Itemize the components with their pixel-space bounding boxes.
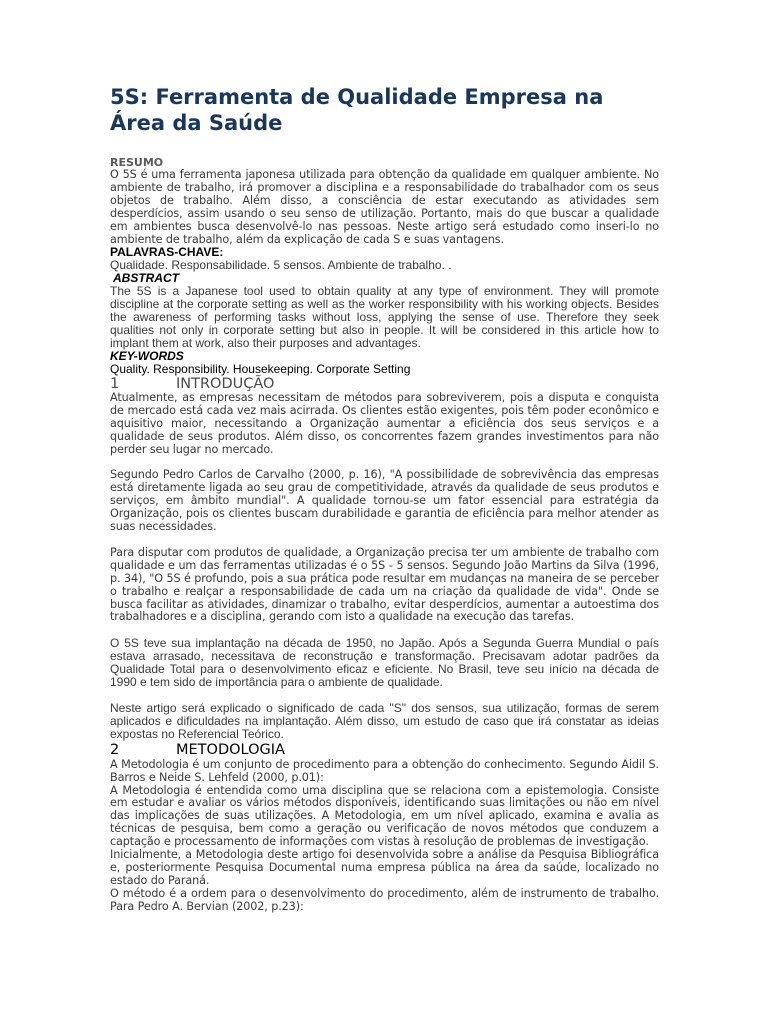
- intro-paragraph: O 5S teve sua implantação na década de 1950, no Japão. Após a Segunda Guerra Mundial o país estava arrasado, necessitava de reconstrução e transformação. Precisavam adotar padrões da Qualidade Total para o desenvolvimento eficaz e eficiente. No Brasil, teve seu início na década de 1990 e tem sido de importância para o ambiente de qualidade.: [110, 636, 659, 690]
- section-title: METODOLOGIA: [176, 741, 285, 758]
- metodologia-quote: A Metodologia é entendida como uma disciplina que se relaciona com a epistemologia. Consiste em estudar e avaliar os vários métodos disponíveis, identificando suas limitações ou não em nível das implicações de suas utilizações. A Metodologia, em um nível aplicado, examina e avalia as técnicas de pesquisa, bem como a geração ou verificação de novos métodos que conduzem a captação e processamento de informações com vistas à resolução de problemas de investigação.: [110, 783, 659, 849]
- intro-paragraph: Neste artigo será explicado o significado de cada "S" dos sensos, sua utilização, formas de serem aplicados e dificuldades na implantação. Além disso, um estudo de caso que irá constatar as ideias expostas no Referencial Teórico.: [110, 701, 659, 741]
- section-heading-metodologia: [110, 742, 659, 759]
- palavras-chave-text: Qualidade. Responsabilidade. 5 sensos. Ambiente de trabalho. .: [110, 258, 452, 273]
- section-number: 2: [110, 741, 120, 758]
- resumo-text: O 5S é uma ferramenta japonesa utilizada para obtenção da qualidade em qualquer ambiente. No ambiente de trabalho, irá promover a disciplina e a responsabilidade do trabalhador com os seus objetos de trabalho. Além disso, a consciência de estar executando as atividades sem desperdícios, assim usando o seu senso de utilização. Portanto, mais do que buscar a qualidade em ambientes busca desenvolvê-lo nas pessoas. Neste artigo será estudado como inseri-lo no ambiente de trabalho, além da explicação de cada S e suas vantagens.: [110, 168, 659, 246]
- intro-paragraph: Segundo Pedro Carlos de Carvalho (2000, p. 16), "A possibilidade de sobrevivência das empresas está diretamente ligada ao seu grau de competitividade, através da qualidade de seus produtos e serviços, em âmbito mundial". A qualidade tornou-se um fator essencial para estratégia da Organização, pois os clientes buscam durabilidade e garantia de eficiência para melhor atender as suas necessidades.: [110, 468, 659, 534]
- section-number: 1: [110, 375, 120, 392]
- abstract-text: The 5S is a Japanese tool used to obtain quality at any type of environment. They will promote discipline at the corporate setting as well as the worker responsibility with his working objects. Besides the awareness of performing tasks without loss, applying the sense of use. Therefore they seek qualities not only in corporate setting but also in people. It will be considered in this article how to implant them at work, also their purposes and advantages.: [110, 284, 659, 350]
- document-page: [110, 84, 659, 914]
- keywords-heading: KEY-WORDS: [110, 348, 184, 363]
- resumo-heading: RESUMO: [110, 156, 164, 169]
- section-title: INTRODUÇÃO: [176, 375, 275, 392]
- section-heading-introducao: [110, 376, 659, 392]
- metodologia-paragraph: Inicialmente, a Metodologia deste artigo foi desenvolvida sobre a análise da Pesquisa Bibliográfica e, posteriormente Pesquisa Documental numa empresa pública na área da saúde, localizado no estado do Paraná.: [110, 848, 659, 887]
- keywords-text: Quality. Responsibility. Housekeeping. Corporate Setting: [110, 361, 411, 376]
- page-title: 5S: Ferramenta de Qualidade Empresa na Área da Saúde: [110, 85, 604, 135]
- intro-paragraph: Atualmente, as empresas necessitam de métodos para sobreviverem, pois a disputa e conquista de mercado está cada vez mais acirrada. Os clientes estão exigentes, pois têm poder econômico e aquisitivo maior, necessitando a Organização aumentar a eficiência dos seus serviços e a qualidade de seus produtos. Além disso, os concorrentes fazem grandes investimentos para não perder seu lugar no mercado.: [110, 390, 659, 456]
- abstract-heading: ABSTRACT: [113, 271, 179, 286]
- metodologia-paragraph: O método é a ordem para o desenvolvimento do procedimento, além de instrumento de trabalho. Para Pedro A. Bervian (2002, p.23):: [110, 886, 659, 913]
- palavras-chave-heading: PALAVRAS-CHAVE:: [110, 245, 224, 260]
- metodologia-paragraph: A Metodologia é um conjunto de procedimento para a obtenção do conhecimento. Segundo Aidil S. Barros e Neide S. Lehfeld (2000, p.01):: [110, 757, 659, 784]
- intro-paragraph: Para disputar com produtos de qualidade, a Organização precisa ter um ambiente de trabalho com qualidade e um das ferramentas utilizadas é o 5S - 5 sensos. Segundo João Martins da Silva (1996, p. 34), "O 5S é profundo, pois a sua prática pode resultar em mudanças na maneira de se perceber o trabalho e realçar a responsabilidade de cada um na criação da qualidade de vida". Onde se busca facilitar as atividades, dinamizar o trabalho, evitar desperdícios, aumentar a autoestima dos trabalhadores e a disciplina, gerando com isto a qualidade na execução das tarefas.: [110, 545, 659, 624]
